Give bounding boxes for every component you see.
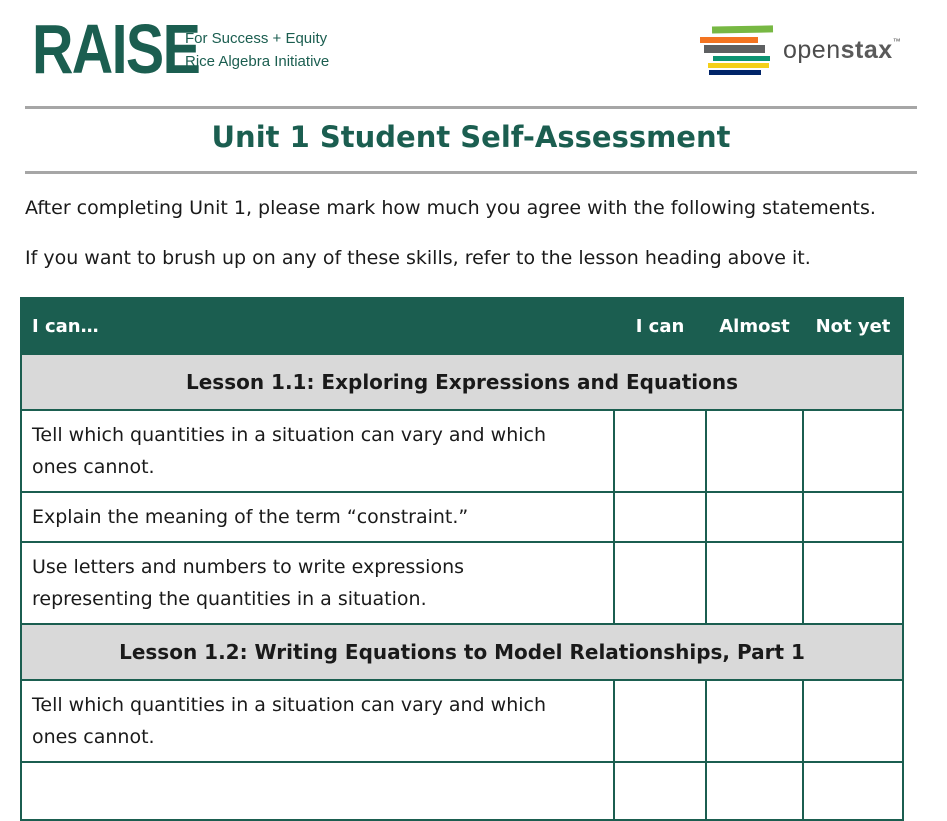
not-yet-checkbox-cell[interactable] [803, 410, 903, 492]
page-title: Unit 1 Student Self-Assessment [211, 120, 731, 154]
lesson-heading: Lesson 1.1: Exploring Expressions and Equations [21, 354, 903, 410]
almost-checkbox-cell[interactable] [706, 542, 803, 624]
almost-checkbox-cell[interactable] [706, 680, 803, 762]
not-yet-checkbox-cell[interactable] [803, 762, 903, 820]
i-can-checkbox-cell[interactable] [614, 492, 706, 542]
i-can-checkbox-cell[interactable] [614, 680, 706, 762]
statement-cell [21, 410, 614, 492]
not-yet-checkbox-cell[interactable] [803, 680, 903, 762]
openstax-logo [700, 25, 910, 80]
statement-cell [21, 542, 614, 624]
statement-line: Tell which quantities in a situation can vary and which [32, 424, 547, 446]
lesson-heading-row [21, 624, 903, 680]
page-header [0, 0, 947, 100]
table-row [21, 542, 903, 624]
table-row [21, 762, 903, 820]
not-yet-checkbox-cell[interactable] [803, 492, 903, 542]
table-row [21, 492, 903, 542]
header-i-can-statement: I can… [21, 298, 614, 354]
statement-line: ones cannot. [32, 726, 155, 748]
tagline-line-2: Rice Algebra Initiative [185, 53, 330, 70]
table-header-row [21, 298, 903, 354]
raise-logo: RAISE [32, 10, 200, 88]
self-assessment-table [20, 297, 904, 821]
almost-checkbox-cell[interactable] [706, 492, 803, 542]
statement-line: Use letters and numbers to write expressions [32, 556, 465, 578]
almost-checkbox-cell[interactable] [706, 410, 803, 492]
i-can-checkbox-cell[interactable] [614, 762, 706, 820]
table-row [21, 680, 903, 762]
table-row [21, 410, 903, 492]
instruction-text-2: If you want to brush up on any of these skills, refer to the lesson heading above it. [25, 247, 811, 269]
lesson-heading: Lesson 1.2: Writing Equations to Model Relationships, Part 1 [21, 624, 903, 680]
statement-cell [21, 680, 614, 762]
statement-line: Tell which quantities in a situation can vary and which [32, 694, 547, 716]
almost-checkbox-cell[interactable] [706, 762, 803, 820]
header-i-can: I can [614, 298, 706, 354]
statement-cell [21, 762, 614, 820]
statement-line: representing the quantities in a situation. [32, 588, 427, 610]
statement-line: ones cannot. [32, 456, 155, 478]
instruction-text-1: After completing Unit 1, please mark how much you agree with the following statements. [25, 197, 876, 219]
not-yet-checkbox-cell[interactable] [803, 542, 903, 624]
top-divider [25, 106, 917, 109]
tagline-line-1: For Success + Equity [185, 30, 328, 47]
header-not-yet: Not yet [803, 298, 903, 354]
statement-cell [21, 492, 614, 542]
i-can-checkbox-cell[interactable] [614, 542, 706, 624]
books-icon [700, 25, 780, 80]
statement-line: Explain the meaning of the term “constraint.” [32, 506, 469, 528]
openstax-wordmark: openstax™ [783, 36, 902, 64]
lesson-heading-row [21, 354, 903, 410]
header-almost: Almost [706, 298, 803, 354]
i-can-checkbox-cell[interactable] [614, 410, 706, 492]
title-divider [25, 171, 917, 174]
raise-tagline [185, 27, 329, 73]
